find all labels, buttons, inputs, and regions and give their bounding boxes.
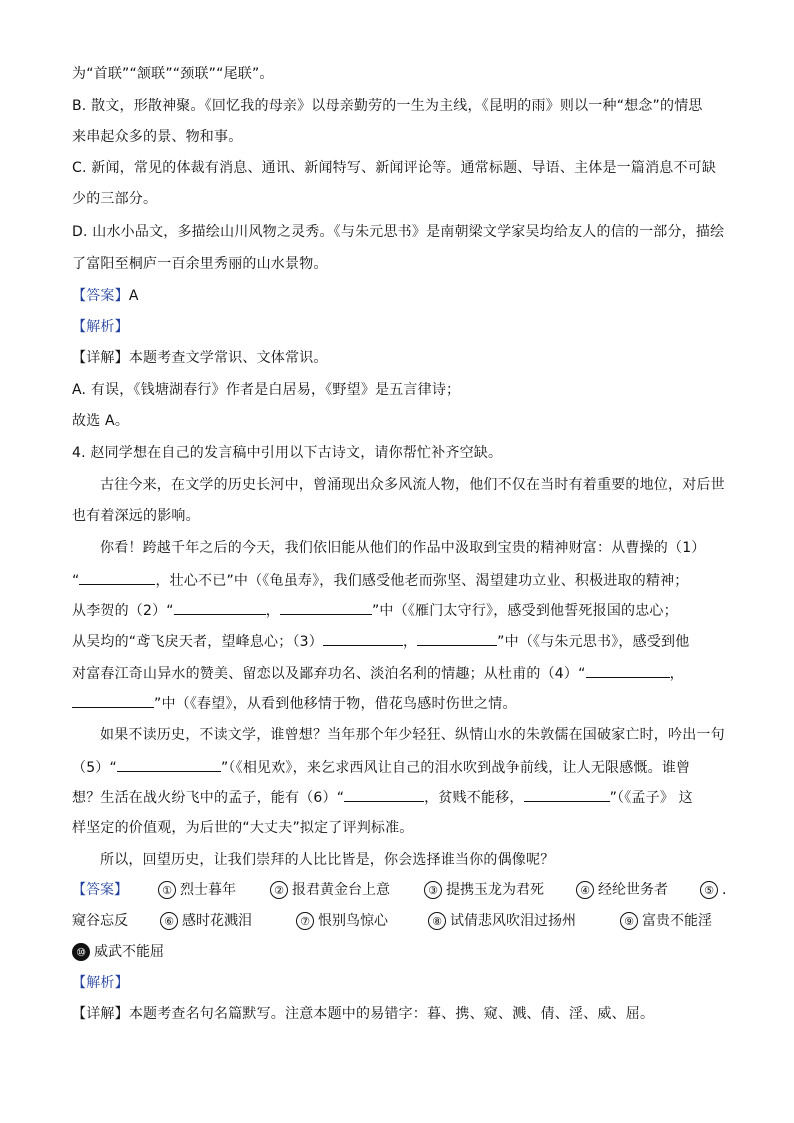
- option-d-line: D. 山水小品文，多描绘山川风物之灵秀。《与朱元思书》是南朝梁文学家吴均给友人的信的一部分，描绘: [72, 224, 725, 240]
- answer-item: [296, 911, 388, 931]
- paragraph-line: [72, 570, 689, 591]
- question-4: 4. 赵同学想在自己的发言稿中引用以下古诗文，请你帮忙补齐空缺。: [72, 445, 503, 461]
- text-span: ”中（《与朱元思书》，感受到他: [497, 634, 690, 650]
- option-c-line: C. 新闻，常见的体裁有消息、通讯、新闻特写、新闻评论等。通常标题、导语、主体是一篇消息不可缺: [72, 160, 717, 176]
- blank-6b[interactable]: [524, 787, 610, 802]
- text-span: “: [72, 573, 80, 589]
- text-span: 从李贺的（2）“: [72, 603, 174, 619]
- answer-text: 窥谷忘反: [72, 913, 128, 929]
- text-span: ，: [265, 603, 280, 619]
- answer-label: 【答案】: [72, 882, 128, 898]
- answer-item: [424, 880, 544, 900]
- paragraph-line: 所以，回望历史，让我们崇拜的人比比皆是，你会选择谁当你的偶像呢？: [100, 852, 555, 868]
- paragraph-line: [72, 693, 517, 714]
- paragraph-line: [72, 631, 689, 652]
- text-span: ，: [669, 666, 684, 682]
- blank-2b[interactable]: [280, 600, 372, 615]
- paragraph-line: 样坚定的价值观，为后世的“大丈夫”拟定了评判标准。: [72, 820, 414, 836]
- answer-text: 恨别鸟惊心: [318, 913, 388, 929]
- number-badge: ⑤: [700, 881, 718, 899]
- paragraph-line: [72, 600, 678, 621]
- answer-row: [72, 942, 164, 962]
- blank-6a[interactable]: [344, 787, 424, 802]
- paragraph-line: 古往今来，在文学的历史长河中，曾涌现出众多风流人物，他们不仅在当时有着重要的地位，对后世: [100, 477, 725, 493]
- paragraph-line: [72, 757, 690, 778]
- blank-5[interactable]: [117, 757, 221, 772]
- answer-text: .: [722, 882, 727, 898]
- text-span: 对富春江奇山异水的赞美、留恋以及鄙弃功名、淡泊名利的情趣；从杜甫的（4）“: [72, 666, 586, 682]
- answer-item: [160, 911, 252, 931]
- text-line: A. 有误，《钱塘湖春行》作者是白居易，《野望》是五言律诗；: [72, 382, 461, 398]
- blank-3a[interactable]: [323, 631, 403, 646]
- blank-4b[interactable]: [72, 693, 154, 708]
- detail-line: [72, 1004, 654, 1024]
- detail-label: 【详解】: [72, 1006, 129, 1022]
- text-line: 故选 A。: [72, 413, 130, 429]
- number-badge: ①: [158, 881, 176, 899]
- answer-item: [700, 880, 726, 900]
- text-span: ”中（《雁门太守行》，感受到他誓死报国的忠心；: [371, 603, 678, 619]
- text-line: 来串起众多的景、物和事。: [72, 129, 243, 145]
- number-badge: ⑦: [296, 912, 314, 930]
- blank-4a[interactable]: [586, 663, 670, 678]
- answer-text: 富贵不能淫: [642, 913, 712, 929]
- paragraph-line: 你看！跨越千年之后的今天，我们依旧能从他们的作品中汲取到宝贵的精神财富：从曹操的（1）: [100, 540, 706, 556]
- number-badge: ⑧: [428, 912, 446, 930]
- answer-item: [576, 880, 668, 900]
- blank-1[interactable]: [79, 570, 155, 585]
- answer-item: [72, 944, 164, 960]
- paragraph-line: [72, 787, 693, 808]
- answer-item: [158, 880, 236, 900]
- text-span: （5）“: [72, 760, 117, 776]
- paragraph-line: [72, 663, 684, 684]
- text-line: 少的三部分。: [72, 191, 158, 207]
- answer-row: [72, 911, 722, 933]
- detail-text: 本题考查文学常识、文体常识。: [128, 350, 328, 366]
- blank-3b[interactable]: [417, 631, 497, 646]
- answer-text: 试倩悲风吹泪过扬州: [450, 913, 576, 929]
- text-span: ，壮心不已”中（《龟虽寿》，我们感受他老而弥坚、渴望建功立业、积极进取的精神；: [155, 573, 689, 589]
- answer-text: 威武不能屈: [94, 944, 164, 960]
- number-badge: ⑩: [72, 943, 90, 961]
- paragraph-line: 如果不读历史，不读文学，谁曾想？当年那个年少轻狂、纵情山水的朱敦儒在国破家亡时，吟出一句: [100, 727, 725, 743]
- detail-line: [72, 348, 328, 368]
- text-span: ”中（《春望》，从看到他移情于物，借花鸟感时伤世之情。: [154, 696, 517, 712]
- analysis-label: 【解析】: [72, 975, 129, 991]
- answer-text: 感时花溅泪: [182, 913, 252, 929]
- answer-text: 报君黄金台上意: [292, 882, 390, 898]
- answer-label: 【答案】: [72, 288, 129, 304]
- text-line: 了富阳至桐庐一百余里秀丽的山水景物。: [72, 256, 328, 272]
- answer-item: [72, 911, 128, 931]
- blank-2a[interactable]: [174, 600, 266, 615]
- number-badge: ③: [424, 881, 442, 899]
- answer-item: [620, 911, 712, 931]
- answer-text: 经纶世务者: [598, 882, 668, 898]
- option-b-line: B. 散文，形散神聚。《回忆我的母亲》以母亲勤劳的一生为主线，《昆明的雨》则以一种“想念”的情思: [72, 98, 703, 114]
- text-span: ，: [402, 634, 418, 650]
- number-badge: ⑥: [160, 912, 178, 930]
- number-badge: ⑨: [620, 912, 638, 930]
- analysis-label: 【解析】: [72, 319, 129, 335]
- answer-value: A: [128, 288, 139, 304]
- answer-row: [72, 880, 727, 902]
- detail-label: 【详解】: [72, 350, 129, 366]
- text-span: ”（《相见欢》，来乞求西风让自己的泪水吹到战争前线，让人无限感慨。谁曾: [220, 760, 691, 776]
- text-span: 想？生活在战火纷飞中的孟子，能有（6）“: [72, 790, 345, 806]
- answer-text: 烈士暮年: [180, 882, 236, 898]
- answer-line: [72, 286, 139, 306]
- answer-text: 提携玉龙为君死: [446, 882, 544, 898]
- detail-text: 本题考查名句名篇默写。注意本题中的易错字：暮、携、窥、溅、倩、淫、威、屈。: [128, 1006, 655, 1022]
- text-line: 为“首联”“颔联”“颈联”“尾联”。: [72, 66, 274, 82]
- text-span: ，贫贱不能移，: [424, 790, 524, 806]
- answer-item: [428, 911, 576, 931]
- number-badge: ④: [576, 881, 594, 899]
- answer-item: [270, 880, 390, 900]
- number-badge: ②: [270, 881, 288, 899]
- text-span: 从吴均的“鸢飞戾天者，望峰息心；（3）: [72, 634, 323, 650]
- paragraph-line: 也有着深远的影响。: [72, 508, 200, 524]
- text-span: ”（《孟子》 这: [609, 790, 693, 806]
